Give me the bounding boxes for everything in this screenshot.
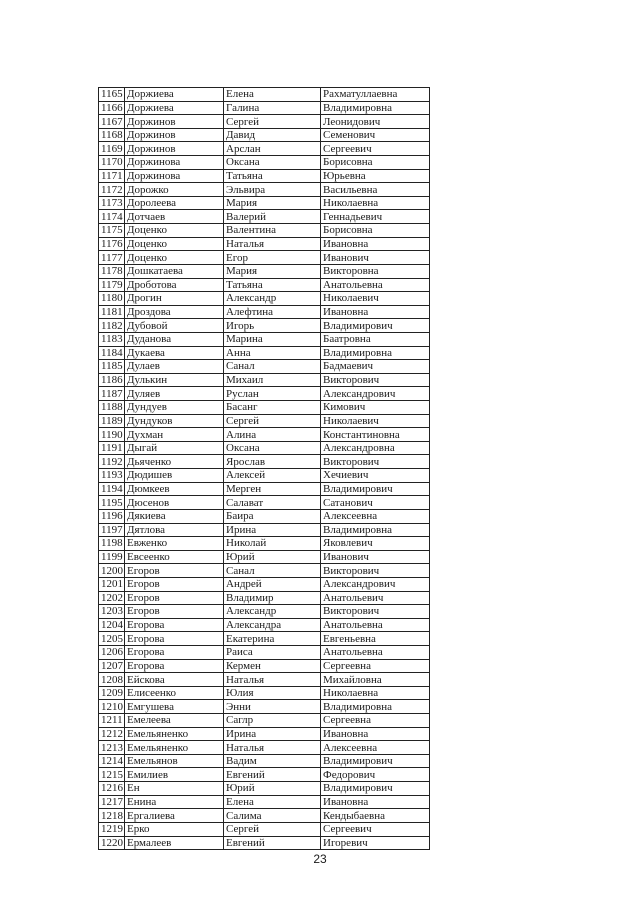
row-number: 1175 <box>99 224 125 238</box>
row-number: 1165 <box>99 88 125 102</box>
first-name-cell: Николай <box>224 537 321 551</box>
table-row <box>99 482 430 496</box>
table-row <box>99 741 430 755</box>
surname-cell: Егорова <box>125 632 224 646</box>
table-row <box>99 455 430 469</box>
table-row <box>99 142 430 156</box>
surname-cell: Доржинов <box>125 142 224 156</box>
surname-cell: Емельяненко <box>125 741 224 755</box>
row-number: 1190 <box>99 428 125 442</box>
table-row <box>99 632 430 646</box>
surname-cell: Дьяченко <box>125 455 224 469</box>
patronymic-cell: Николаевич <box>321 292 430 306</box>
row-number: 1170 <box>99 156 125 170</box>
first-name-cell: Алефтина <box>224 305 321 319</box>
table-row <box>99 346 430 360</box>
first-name-cell: Сергей <box>224 115 321 129</box>
surname-cell: Доценко <box>125 251 224 265</box>
first-name-cell: Давид <box>224 128 321 142</box>
row-number: 1192 <box>99 455 125 469</box>
row-number: 1176 <box>99 237 125 251</box>
surname-cell: Дрогин <box>125 292 224 306</box>
row-number: 1178 <box>99 264 125 278</box>
row-number: 1193 <box>99 469 125 483</box>
row-number: 1218 <box>99 809 125 823</box>
surname-cell: Дошкатаева <box>125 264 224 278</box>
patronymic-cell: Анатольевна <box>321 278 430 292</box>
first-name-cell: Ирина <box>224 727 321 741</box>
first-name-cell: Наталья <box>224 741 321 755</box>
table-row <box>99 659 430 673</box>
surname-cell: Емилиев <box>125 768 224 782</box>
patronymic-cell: Викторович <box>321 605 430 619</box>
first-name-cell: Татьяна <box>224 278 321 292</box>
surname-cell: Дуданова <box>125 332 224 346</box>
patronymic-cell: Константиновна <box>321 428 430 442</box>
patronymic-cell: Анатольевна <box>321 618 430 632</box>
patronymic-cell: Владимирович <box>321 754 430 768</box>
patronymic-cell: Алексеевна <box>321 741 430 755</box>
table-row <box>99 768 430 782</box>
row-number: 1201 <box>99 577 125 591</box>
first-name-cell: Алина <box>224 428 321 442</box>
first-name-cell: Евгений <box>224 836 321 850</box>
patronymic-cell: Викторович <box>321 564 430 578</box>
patronymic-cell: Николаевич <box>321 414 430 428</box>
patronymic-cell: Владимировна <box>321 700 430 714</box>
first-name-cell: Валерий <box>224 210 321 224</box>
first-name-cell: Александр <box>224 605 321 619</box>
first-name-cell: Галина <box>224 101 321 115</box>
first-name-cell: Басанг <box>224 401 321 415</box>
table-row <box>99 686 430 700</box>
patronymic-cell: Кендыбаевна <box>321 809 430 823</box>
row-number: 1209 <box>99 686 125 700</box>
table-row <box>99 387 430 401</box>
table-row <box>99 183 430 197</box>
table-row <box>99 618 430 632</box>
first-name-cell: Михаил <box>224 373 321 387</box>
row-number: 1219 <box>99 822 125 836</box>
first-name-cell: Александра <box>224 618 321 632</box>
row-number: 1169 <box>99 142 125 156</box>
patronymic-cell: Владимировна <box>321 523 430 537</box>
table-row <box>99 428 430 442</box>
first-name-cell: Елена <box>224 88 321 102</box>
table-row <box>99 795 430 809</box>
patronymic-cell: Владимировна <box>321 346 430 360</box>
table-row <box>99 196 430 210</box>
table-row <box>99 822 430 836</box>
table-row <box>99 115 430 129</box>
surname-cell: Ермалеев <box>125 836 224 850</box>
table-row <box>99 537 430 551</box>
surname-cell: Дулькин <box>125 373 224 387</box>
row-number: 1197 <box>99 523 125 537</box>
surname-cell: Доржиева <box>125 101 224 115</box>
table-row <box>99 714 430 728</box>
patronymic-cell: Сергеевич <box>321 142 430 156</box>
row-number: 1172 <box>99 183 125 197</box>
row-number: 1182 <box>99 319 125 333</box>
patronymic-cell: Ивановна <box>321 727 430 741</box>
surname-cell: Емелеева <box>125 714 224 728</box>
patronymic-cell: Борисовна <box>321 156 430 170</box>
surname-cell: Ерко <box>125 822 224 836</box>
patronymic-cell: Владимировна <box>321 101 430 115</box>
patronymic-cell: Евгеньевна <box>321 632 430 646</box>
surname-cell: Егоров <box>125 564 224 578</box>
row-number: 1191 <box>99 441 125 455</box>
first-name-cell: Валентина <box>224 224 321 238</box>
row-number: 1207 <box>99 659 125 673</box>
surname-cell: Елисеенко <box>125 686 224 700</box>
patronymic-cell: Николаевна <box>321 196 430 210</box>
row-number: 1179 <box>99 278 125 292</box>
surname-cell: Дякиева <box>125 509 224 523</box>
table-row <box>99 754 430 768</box>
patronymic-cell: Яковлевич <box>321 537 430 551</box>
patronymic-cell: Александрович <box>321 387 430 401</box>
first-name-cell: Алексей <box>224 469 321 483</box>
table-row <box>99 156 430 170</box>
row-number: 1194 <box>99 482 125 496</box>
first-name-cell: Санал <box>224 360 321 374</box>
row-number: 1171 <box>99 169 125 183</box>
surname-cell: Ергалиева <box>125 809 224 823</box>
surname-cell: Доржинов <box>125 128 224 142</box>
first-name-cell: Анна <box>224 346 321 360</box>
row-number: 1168 <box>99 128 125 142</box>
table-row <box>99 224 430 238</box>
first-name-cell: Александр <box>224 292 321 306</box>
surname-cell: Ейскова <box>125 673 224 687</box>
first-name-cell: Мерген <box>224 482 321 496</box>
first-name-cell: Марина <box>224 332 321 346</box>
row-number: 1213 <box>99 741 125 755</box>
row-number: 1177 <box>99 251 125 265</box>
table-row <box>99 605 430 619</box>
table-row <box>99 251 430 265</box>
row-number: 1214 <box>99 754 125 768</box>
patronymic-cell: Николаевна <box>321 686 430 700</box>
surname-cell: Дуляев <box>125 387 224 401</box>
surname-cell: Дюдишев <box>125 469 224 483</box>
table-row <box>99 373 430 387</box>
first-name-cell: Екатерина <box>224 632 321 646</box>
first-name-cell: Владимир <box>224 591 321 605</box>
table-row <box>99 128 430 142</box>
table-row <box>99 414 430 428</box>
patronymic-cell: Викторович <box>321 373 430 387</box>
row-number: 1216 <box>99 782 125 796</box>
patronymic-cell: Семенович <box>321 128 430 142</box>
row-number: 1220 <box>99 836 125 850</box>
patronymic-cell: Владимирович <box>321 782 430 796</box>
row-number: 1186 <box>99 373 125 387</box>
first-name-cell: Елена <box>224 795 321 809</box>
surname-cell: Ен <box>125 782 224 796</box>
patronymic-cell: Сатанович <box>321 496 430 510</box>
table-row <box>99 836 430 850</box>
table-row <box>99 360 430 374</box>
first-name-cell: Евгений <box>224 768 321 782</box>
patronymic-cell: Геннадьевич <box>321 210 430 224</box>
row-number: 1173 <box>99 196 125 210</box>
surname-cell: Дукаева <box>125 346 224 360</box>
surname-cell: Дотчаев <box>125 210 224 224</box>
row-number: 1215 <box>99 768 125 782</box>
patronymic-cell: Бадмаевич <box>321 360 430 374</box>
patronymic-cell: Борисовна <box>321 224 430 238</box>
row-number: 1166 <box>99 101 125 115</box>
first-name-cell: Андрей <box>224 577 321 591</box>
surname-cell: Емельянов <box>125 754 224 768</box>
table-row <box>99 88 430 102</box>
first-name-cell: Кермен <box>224 659 321 673</box>
patronymic-cell: Сергеевна <box>321 714 430 728</box>
surname-cell: Доржинов <box>125 115 224 129</box>
table-row <box>99 782 430 796</box>
patronymic-cell: Викторовна <box>321 264 430 278</box>
row-number: 1210 <box>99 700 125 714</box>
row-number: 1212 <box>99 727 125 741</box>
patronymic-cell: Кимович <box>321 401 430 415</box>
row-number: 1185 <box>99 360 125 374</box>
table-row <box>99 469 430 483</box>
patronymic-cell: Викторович <box>321 455 430 469</box>
patronymic-cell: Игоревич <box>321 836 430 850</box>
row-number: 1217 <box>99 795 125 809</box>
first-name-cell: Раиса <box>224 645 321 659</box>
surname-cell: Евсеенко <box>125 550 224 564</box>
surname-cell: Доценко <box>125 237 224 251</box>
first-name-cell: Энни <box>224 700 321 714</box>
surname-cell: Емельяненко <box>125 727 224 741</box>
patronymic-cell: Хечиевич <box>321 469 430 483</box>
table-row <box>99 523 430 537</box>
surname-cell: Дроздова <box>125 305 224 319</box>
table-row <box>99 673 430 687</box>
page-number: 23 <box>313 852 327 866</box>
surname-cell: Дундуков <box>125 414 224 428</box>
surname-cell: Дюмкеев <box>125 482 224 496</box>
patronymic-cell: Леонидович <box>321 115 430 129</box>
patronymic-cell: Рахматуллаевна <box>321 88 430 102</box>
table-row <box>99 809 430 823</box>
first-name-cell: Салават <box>224 496 321 510</box>
surname-cell: Егоров <box>125 591 224 605</box>
surname-cell: Егорова <box>125 645 224 659</box>
patronymic-cell: Михайловна <box>321 673 430 687</box>
surname-cell: Доржиева <box>125 88 224 102</box>
table-row <box>99 577 430 591</box>
first-name-cell: Оксана <box>224 441 321 455</box>
first-name-cell: Сергей <box>224 822 321 836</box>
table-row <box>99 332 430 346</box>
surname-cell: Духман <box>125 428 224 442</box>
surname-cell: Дулаев <box>125 360 224 374</box>
row-number: 1180 <box>99 292 125 306</box>
surname-cell: Дюсенов <box>125 496 224 510</box>
first-name-cell: Юрий <box>224 550 321 564</box>
first-name-cell: Ярослав <box>224 455 321 469</box>
first-name-cell: Ирина <box>224 523 321 537</box>
table-row <box>99 278 430 292</box>
surname-cell: Дыгай <box>125 441 224 455</box>
patronymic-cell: Ивановна <box>321 237 430 251</box>
table-row <box>99 319 430 333</box>
row-number: 1174 <box>99 210 125 224</box>
patronymic-cell: Сергеевна <box>321 659 430 673</box>
first-name-cell: Игорь <box>224 319 321 333</box>
table-row <box>99 509 430 523</box>
first-name-cell: Эльвира <box>224 183 321 197</box>
row-number: 1202 <box>99 591 125 605</box>
first-name-cell: Оксана <box>224 156 321 170</box>
row-number: 1198 <box>99 537 125 551</box>
surname-cell: Енина <box>125 795 224 809</box>
patronymic-cell: Владимирович <box>321 319 430 333</box>
patronymic-cell: Сергеевич <box>321 822 430 836</box>
surname-cell: Доролеева <box>125 196 224 210</box>
first-name-cell: Баира <box>224 509 321 523</box>
patronymic-cell: Федорович <box>321 768 430 782</box>
surname-cell: Егорова <box>125 618 224 632</box>
patronymic-cell: Алексеевна <box>321 509 430 523</box>
row-number: 1184 <box>99 346 125 360</box>
patronymic-cell: Александрович <box>321 577 430 591</box>
surname-cell: Дубовой <box>125 319 224 333</box>
first-name-cell: Санал <box>224 564 321 578</box>
first-name-cell: Наталья <box>224 673 321 687</box>
table-row <box>99 401 430 415</box>
row-number: 1189 <box>99 414 125 428</box>
surname-cell: Егорова <box>125 659 224 673</box>
surname-cell: Емгушева <box>125 700 224 714</box>
surname-cell: Егоров <box>125 577 224 591</box>
row-number: 1188 <box>99 401 125 415</box>
patronymic-cell: Иванович <box>321 251 430 265</box>
patronymic-cell: Юрьевна <box>321 169 430 183</box>
surname-cell: Дроботова <box>125 278 224 292</box>
row-number: 1204 <box>99 618 125 632</box>
patronymic-cell: Александровна <box>321 441 430 455</box>
table-row <box>99 645 430 659</box>
first-name-cell: Наталья <box>224 237 321 251</box>
row-number: 1200 <box>99 564 125 578</box>
first-name-cell: Сергей <box>224 414 321 428</box>
surname-cell: Евженко <box>125 537 224 551</box>
surname-cell: Дятлова <box>125 523 224 537</box>
table-row <box>99 305 430 319</box>
table-row <box>99 210 430 224</box>
patronymic-cell: Васильевна <box>321 183 430 197</box>
surname-cell: Доценко <box>125 224 224 238</box>
row-number: 1206 <box>99 645 125 659</box>
table-row <box>99 564 430 578</box>
row-number: 1205 <box>99 632 125 646</box>
first-name-cell: Мария <box>224 196 321 210</box>
first-name-cell: Мария <box>224 264 321 278</box>
row-number: 1167 <box>99 115 125 129</box>
surname-cell: Доржинова <box>125 156 224 170</box>
first-name-cell: Салима <box>224 809 321 823</box>
patronymic-cell: Баатровна <box>321 332 430 346</box>
table-row <box>99 550 430 564</box>
table-row <box>99 237 430 251</box>
first-name-cell: Арслан <box>224 142 321 156</box>
patronymic-cell: Владимирович <box>321 482 430 496</box>
first-name-cell: Юрий <box>224 782 321 796</box>
table-row <box>99 264 430 278</box>
row-number: 1208 <box>99 673 125 687</box>
names-table-body <box>99 88 430 850</box>
row-number: 1181 <box>99 305 125 319</box>
row-number: 1203 <box>99 605 125 619</box>
first-name-cell: Вадим <box>224 754 321 768</box>
row-number: 1199 <box>99 550 125 564</box>
patronymic-cell: Анатольевич <box>321 591 430 605</box>
first-name-cell: Саглр <box>224 714 321 728</box>
surname-cell: Доржинова <box>125 169 224 183</box>
first-name-cell: Егор <box>224 251 321 265</box>
surname-cell: Дундуев <box>125 401 224 415</box>
table-row <box>99 700 430 714</box>
surname-cell: Дорожко <box>125 183 224 197</box>
surname-cell: Егоров <box>125 605 224 619</box>
row-number: 1211 <box>99 714 125 728</box>
first-name-cell: Руслан <box>224 387 321 401</box>
names-table <box>98 87 430 850</box>
row-number: 1187 <box>99 387 125 401</box>
patronymic-cell: Иванович <box>321 550 430 564</box>
patronymic-cell: Ивановна <box>321 795 430 809</box>
patronymic-cell: Ивановна <box>321 305 430 319</box>
row-number: 1196 <box>99 509 125 523</box>
table-row <box>99 169 430 183</box>
table-row <box>99 591 430 605</box>
first-name-cell: Юлия <box>224 686 321 700</box>
table-row <box>99 101 430 115</box>
table-row <box>99 292 430 306</box>
table-row <box>99 496 430 510</box>
table-row <box>99 441 430 455</box>
patronymic-cell: Анатольевна <box>321 645 430 659</box>
row-number: 1195 <box>99 496 125 510</box>
first-name-cell: Татьяна <box>224 169 321 183</box>
row-number: 1183 <box>99 332 125 346</box>
table-row <box>99 727 430 741</box>
